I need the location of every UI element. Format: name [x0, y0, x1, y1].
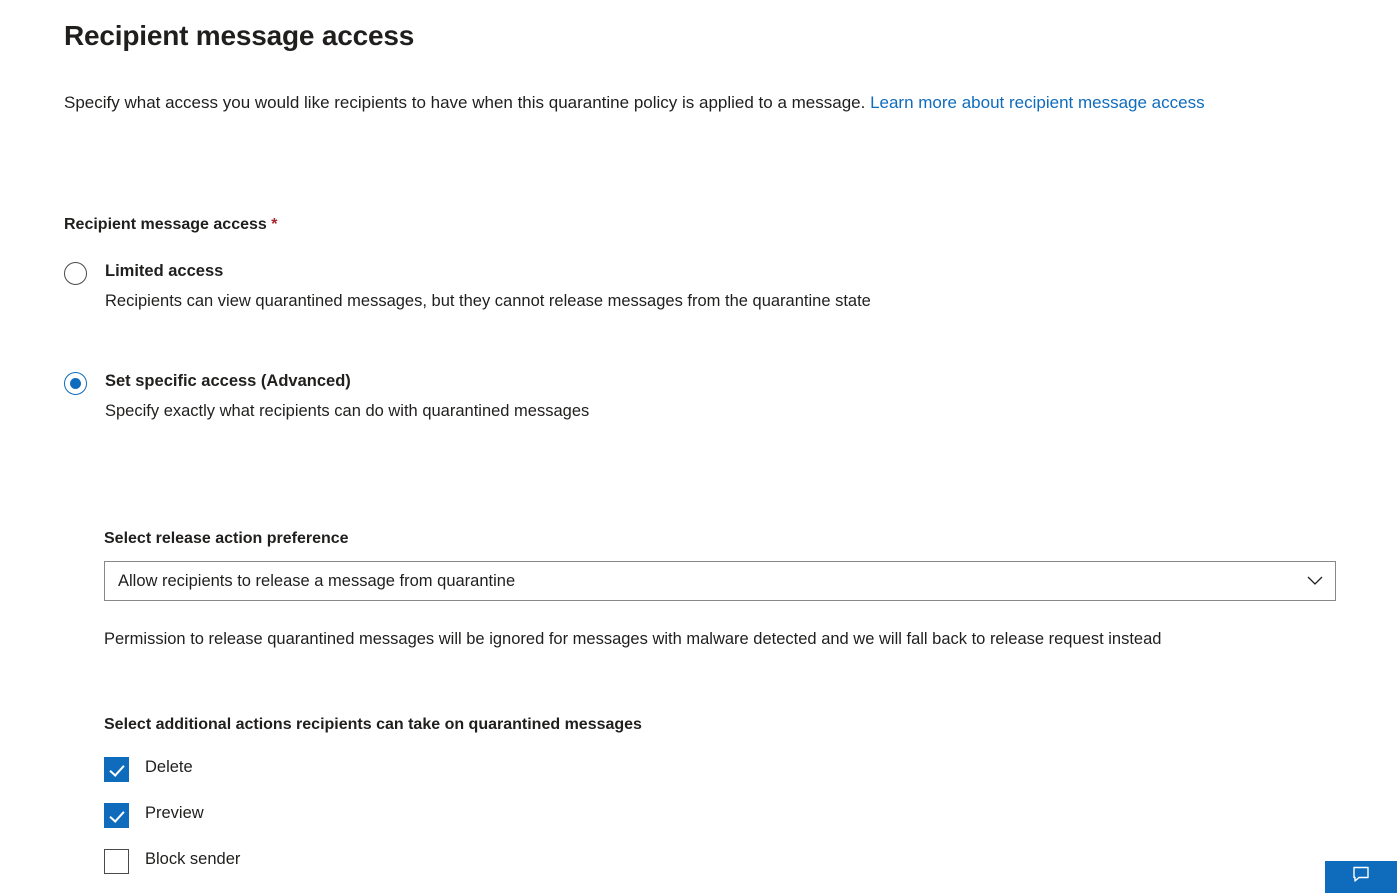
chat-icon [1352, 867, 1370, 888]
release-preference-label: Select release action preference [104, 530, 349, 547]
page-title: Recipient message access [64, 20, 415, 51]
radio-set-specific-access-title: Set specific access (Advanced) [105, 372, 351, 390]
radio-limited-access-description: Recipients can view quarantined messages, but they cannot release messages from the quarantine state [105, 292, 871, 310]
additional-actions-label: Select additional actions recipients can take on quarantined messages [104, 716, 642, 733]
chevron-down-icon [1295, 576, 1335, 586]
checkbox-preview-label: Preview [145, 804, 204, 822]
radio-set-specific-access-description: Specify exactly what recipients can do with quarantined messages [105, 402, 590, 420]
recipient-message-access-label [64, 216, 277, 234]
release-action-preference-value: Allow recipients to release a message from quarantine [118, 571, 516, 590]
checkbox-preview-icon[interactable] [104, 803, 129, 828]
radio-limited-access-title: Limited access [105, 262, 224, 280]
radio-option-set-specific-access[interactable] [64, 372, 964, 428]
release-permission-helper-text: Permission to release quarantined messages will be ignored for messages with malware detected and we will fall back to release request instead [104, 630, 1162, 648]
checkbox-block-sender-icon[interactable] [104, 849, 129, 874]
checkbox-block-sender-label: Block sender [145, 850, 241, 868]
radio-limited-access-icon[interactable] [64, 262, 87, 285]
required-indicator: * [271, 216, 278, 233]
checkbox-delete-label: Delete [145, 758, 193, 776]
radio-set-specific-access-icon[interactable] [64, 372, 87, 395]
learn-more-link[interactable]: Learn more about recipient message access [870, 93, 1205, 112]
help-chat-button[interactable] [1325, 861, 1397, 893]
release-action-preference-select[interactable] [104, 561, 1336, 601]
field-label-text: Recipient message access [64, 216, 267, 233]
intro-text-body: Specify what access you would like recipients to have when this quarantine policy is applied to a message. [64, 93, 871, 112]
radio-option-limited-access[interactable] [64, 262, 964, 342]
checkbox-delete-icon[interactable] [104, 757, 129, 782]
intro-text [64, 88, 1336, 117]
